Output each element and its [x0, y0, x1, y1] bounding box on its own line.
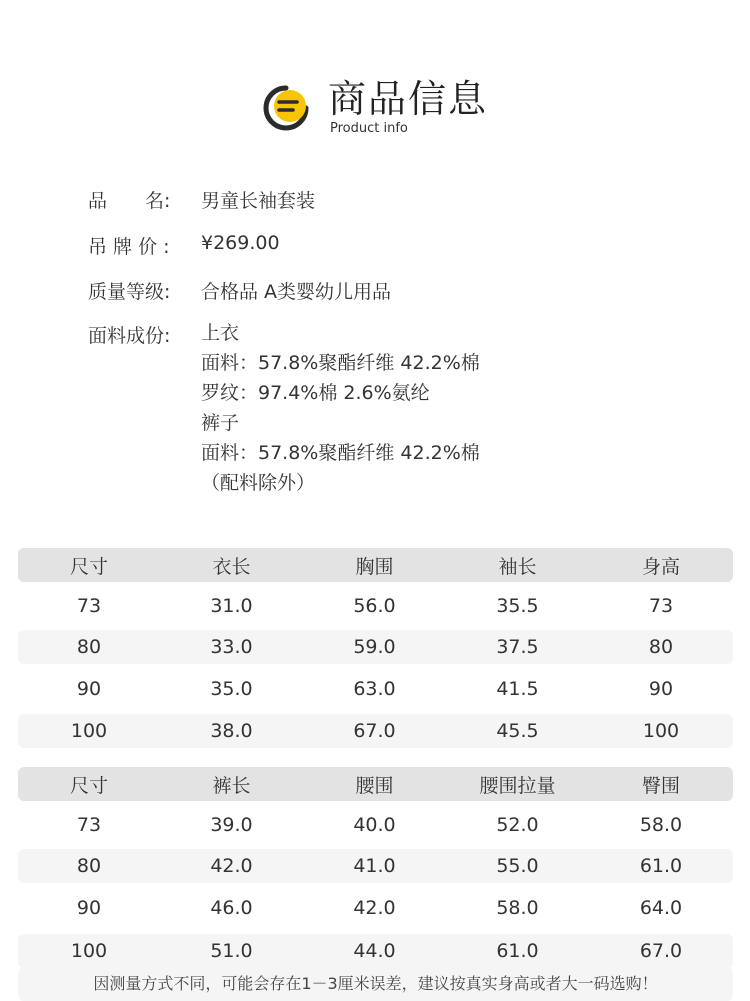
table-cell: 100: [642, 720, 680, 742]
table-cell: 64.0: [639, 897, 683, 919]
fabric-label: 面料成份:: [88, 325, 171, 347]
fabric-lines: [201, 318, 480, 498]
table-cell: 61.0: [639, 855, 683, 877]
table-cell: 38.0: [210, 720, 253, 742]
table-cell: 41.0: [353, 855, 396, 877]
fabric-line: 罗纹：97.4%棉 2.6%氨纶: [201, 382, 430, 404]
table-cell: 90: [76, 678, 102, 700]
table-cell: 45.5: [496, 720, 539, 742]
page-subtitle: Product info: [330, 121, 408, 136]
table-cell: 42.0: [353, 897, 396, 919]
table-cell: 35.5: [496, 595, 539, 617]
table-row: [18, 589, 733, 623]
header-cell: 胸围: [355, 555, 394, 578]
table-cell: 73: [648, 595, 674, 617]
table-cell: 80: [76, 636, 102, 658]
table-cell: 100: [70, 720, 108, 742]
table-cell: 59.0: [353, 636, 396, 658]
table-cell: 55.0: [496, 855, 539, 877]
table-cell: 67.0: [639, 940, 683, 962]
table-cell: 58.0: [639, 814, 683, 836]
table-cell: 67.0: [353, 720, 396, 742]
table-cell: 37.5: [496, 636, 539, 658]
header-cell: 腰围拉量: [479, 774, 556, 797]
fabric-line: 裤子: [201, 412, 240, 434]
table-cell: 73: [76, 814, 102, 836]
table-cell: 100: [70, 940, 108, 962]
table-cell: 56.0: [353, 595, 396, 617]
header-cell: 裤长: [212, 774, 251, 797]
price-label: 吊 牌 价 :: [88, 236, 170, 258]
table-row: [18, 849, 733, 883]
table-cell: 80: [648, 636, 674, 658]
fabric-line: 面料：57.8%聚酯纤维 42.2%棉: [201, 352, 480, 374]
table-row: [18, 672, 733, 706]
table-cell: 90: [648, 678, 674, 700]
table-row: [18, 714, 733, 748]
table-row: [18, 891, 733, 925]
table-cell: 52.0: [496, 814, 539, 836]
price-value: ¥269.00: [201, 232, 280, 254]
fabric-line: （配料除外）: [201, 472, 316, 494]
document-lines-icon: [262, 84, 312, 132]
table-cell: 42.0: [210, 855, 253, 877]
table-cell: 31.0: [210, 595, 253, 617]
table-cell: 63.0: [353, 678, 396, 700]
table-cell: 46.0: [210, 897, 253, 919]
section-header: [262, 76, 522, 140]
header-cell: 尺寸: [69, 555, 108, 578]
fabric-line: 面料：57.8%聚酯纤维 42.2%棉: [201, 442, 480, 464]
name-value: 男童长袖套装: [201, 190, 316, 212]
table-cell: 41.5: [496, 678, 539, 700]
header-cell: 腰围: [355, 774, 394, 797]
grade-label: 质量等级:: [88, 281, 171, 303]
page-title: 商品信息: [328, 77, 489, 121]
table-header-row: [18, 767, 733, 801]
header-cell: 袖长: [498, 555, 537, 578]
table-cell: 80: [76, 855, 102, 877]
header-cell: 身高: [641, 555, 680, 578]
table-row: [18, 808, 733, 842]
table-cell: 35.0: [210, 678, 253, 700]
table-header-row: [18, 548, 733, 582]
header-cell: 臀围: [641, 774, 680, 797]
fabric-line: 上衣: [201, 322, 240, 344]
table-cell: 44.0: [353, 940, 396, 962]
table-row: [18, 630, 733, 664]
table-cell: 40.0: [353, 814, 396, 836]
table-cell: 33.0: [210, 636, 253, 658]
header-cell: 衣长: [212, 555, 251, 578]
header-cell: 尺寸: [69, 774, 108, 797]
name-label: 品 名:: [88, 190, 171, 212]
table-cell: 90: [76, 897, 102, 919]
grade-value: 合格品 A类婴幼儿用品: [201, 281, 392, 303]
table-row: [18, 934, 733, 968]
measurement-note: 因测量方式不同，可能会存在1－3厘米误差，建议按真实身高或者大一码选购！: [18, 967, 733, 1001]
table-cell: 61.0: [496, 940, 539, 962]
table-cell: 39.0: [210, 814, 253, 836]
table-cell: 51.0: [210, 940, 253, 962]
table-cell: 58.0: [496, 897, 539, 919]
table-cell: 73: [76, 595, 102, 617]
